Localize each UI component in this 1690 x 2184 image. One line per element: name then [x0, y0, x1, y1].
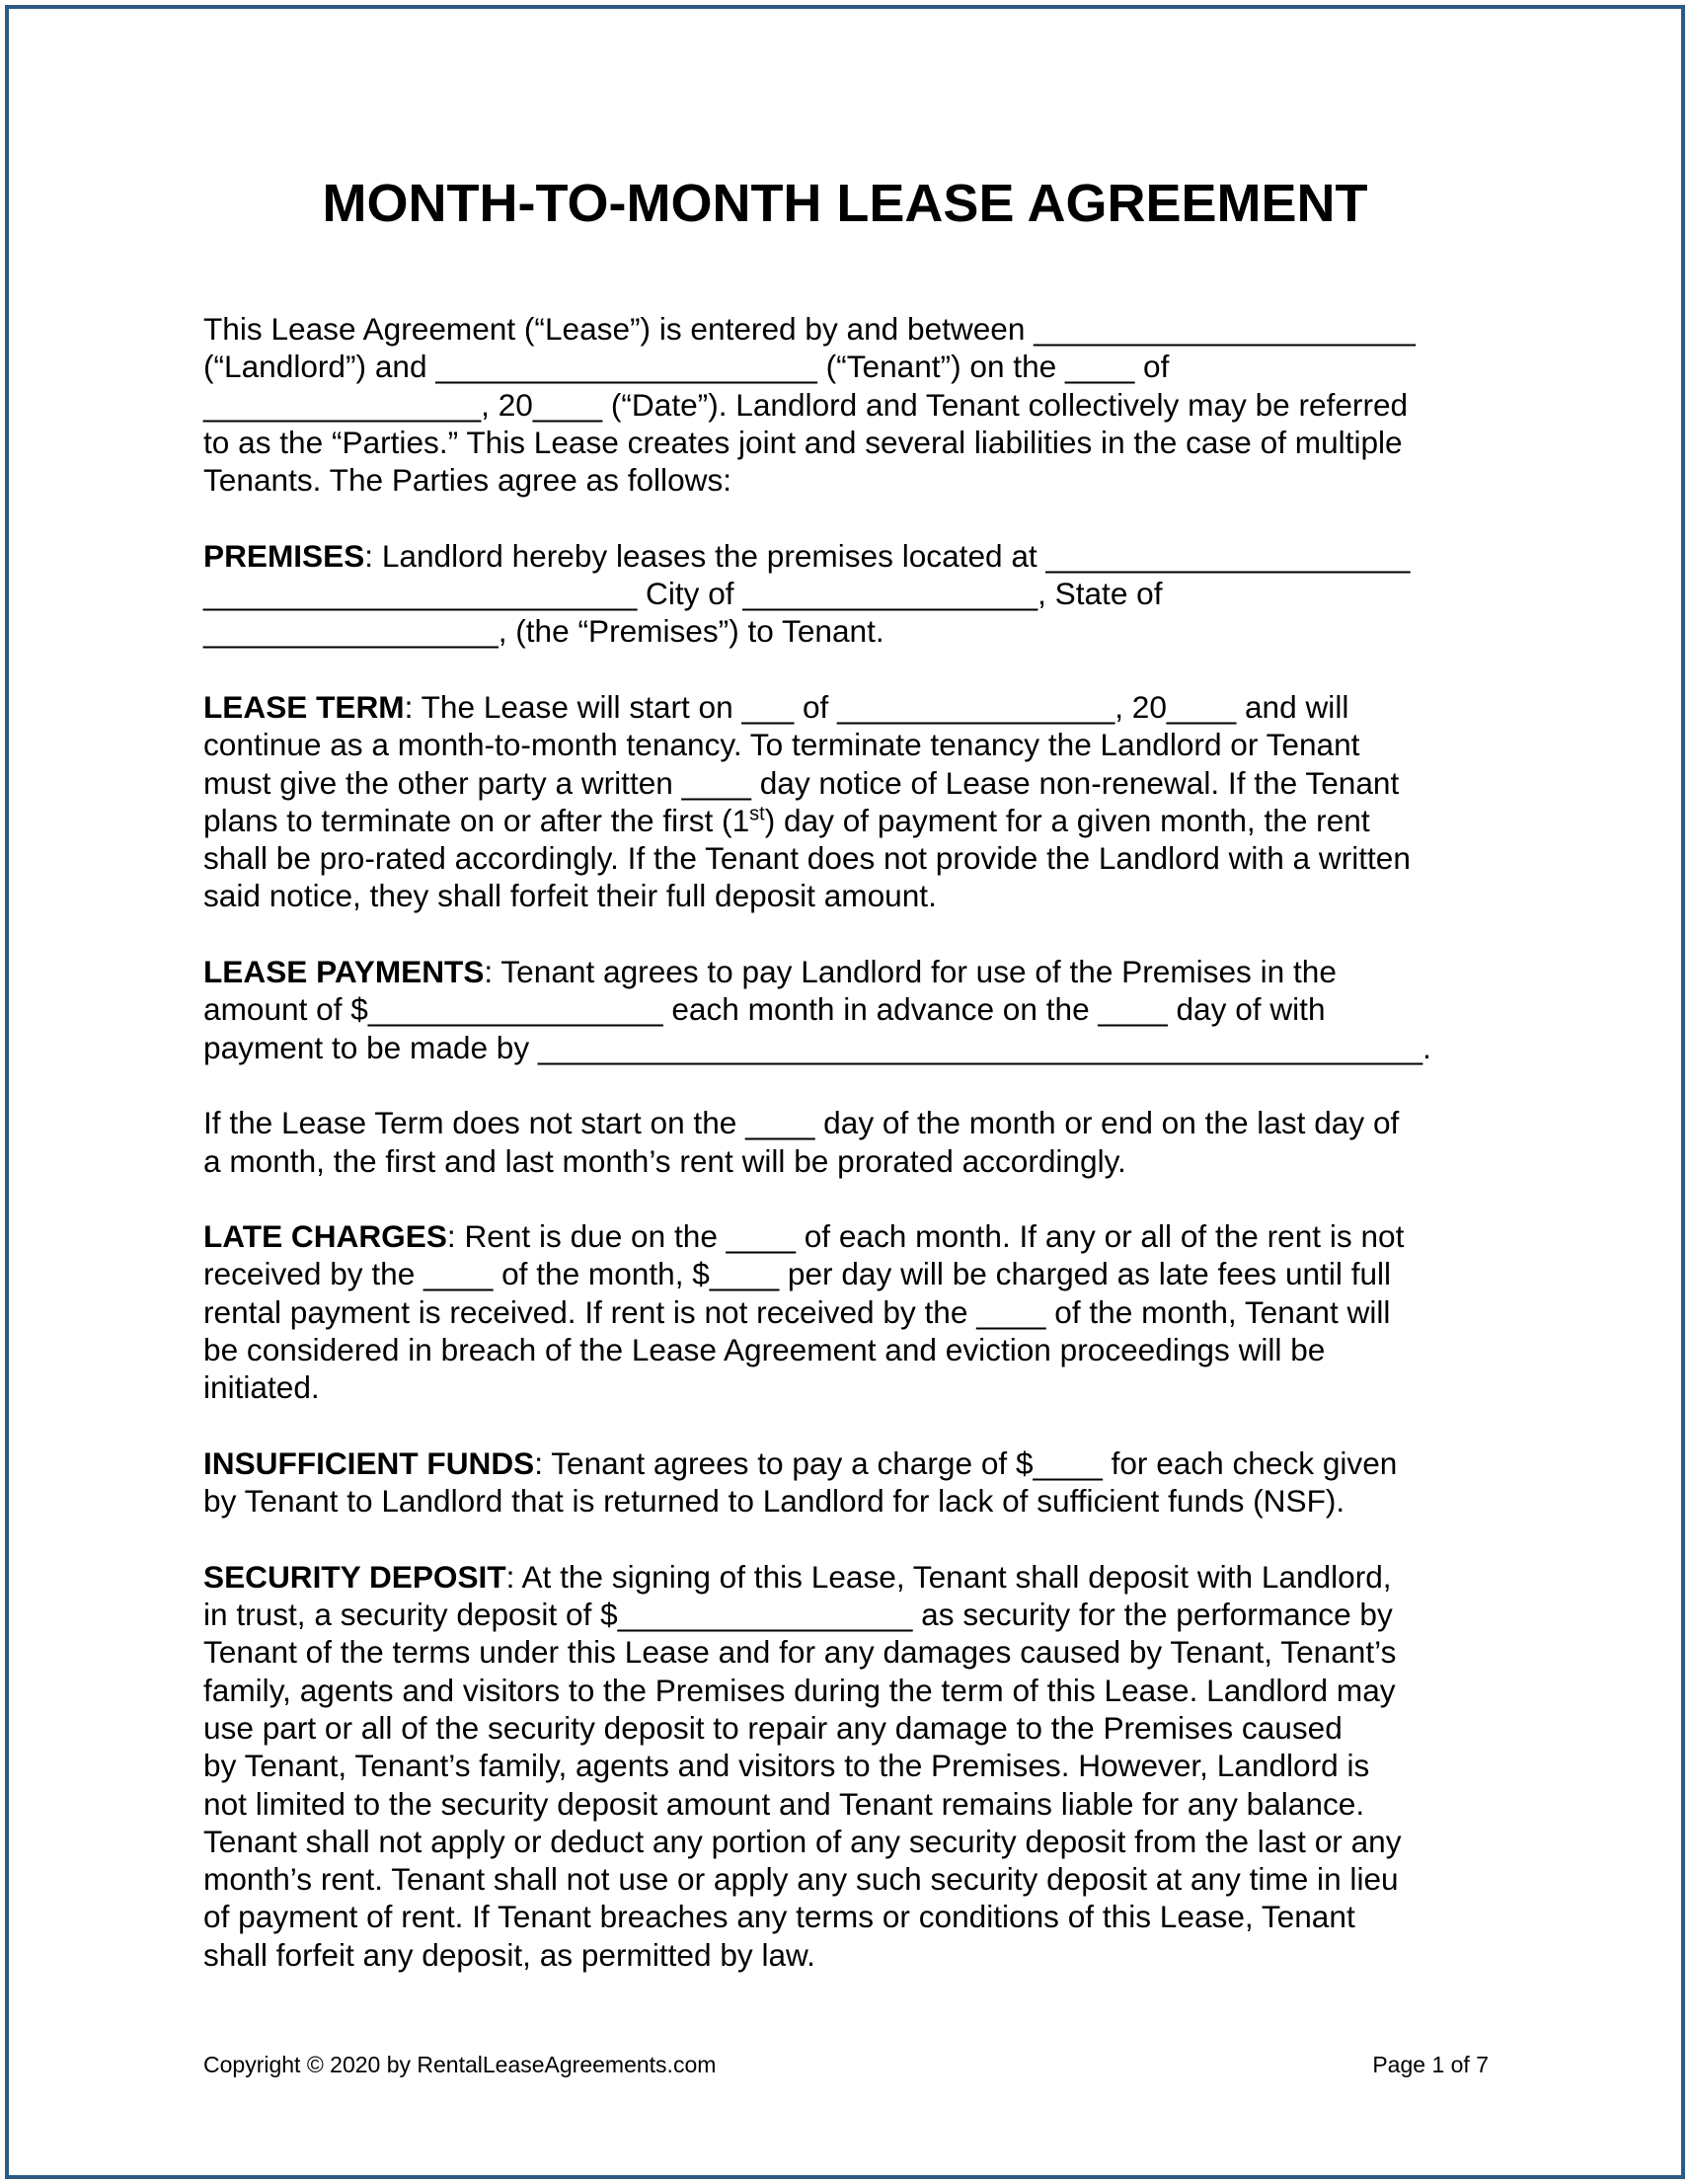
lease-payments-line: : Tenant agrees to pay Landlord for use of the Premises in the — [484, 954, 1337, 990]
late-charges-line: be considered in breach of the Lease Agreement and eviction proceedings will be — [203, 1332, 1326, 1368]
late-charges-section — [203, 1217, 1497, 1406]
security-deposit-line: not limited to the security deposit amount and Tenant remains liable for any balance. — [203, 1785, 1365, 1822]
intro-paragraph — [203, 310, 1497, 499]
late-charges-heading: LATE CHARGES — [203, 1218, 447, 1255]
lease-term-line: plans to terminate on or after the first (1 — [203, 802, 750, 838]
security-deposit-line: month’s rent. Tenant shall not use or apply any such security deposit at any time in lieu — [203, 1861, 1399, 1898]
lease-payments-line: amount of $_________________ each month in advance on the ____ day of with — [203, 991, 1326, 1028]
insufficient-funds-line: by Tenant to Landlord that is returned to Landlord for lack of sufficient funds (NSF). — [203, 1483, 1345, 1520]
premises-section — [203, 537, 1497, 651]
prorate-paragraph — [203, 1104, 1497, 1180]
late-charges-line: rental payment is received. If rent is not received by the ____ of the month, Tenant will — [203, 1293, 1391, 1330]
prorate-line: If the Lease Term does not start on the ____ day of the month or end on the last day of — [203, 1105, 1400, 1141]
intro-line: to as the “Parties.” This Lease creates joint and several liabilities in the case of multiple — [203, 424, 1403, 460]
ordinal-superscript: st — [749, 803, 765, 825]
lease-payments-heading: LEASE PAYMENTS — [203, 954, 485, 990]
page-number: Page 1 of 7 — [1372, 2052, 1489, 2077]
security-deposit-heading: SECURITY DEPOSIT — [203, 1558, 506, 1595]
lease-term-line: continue as a month-to-month tenancy. To terminate tenancy the Landlord or Tenant — [203, 727, 1360, 763]
premises-heading: PREMISES — [203, 537, 365, 574]
late-charges-line: initiated. — [203, 1369, 320, 1406]
lease-term-line: ) day of payment for a given month, the rent — [764, 802, 1370, 838]
security-deposit-line: of payment of rent. If Tenant breaches any terms or conditions of this Lease, Tenant — [203, 1899, 1355, 1935]
late-charges-line: received by the ____ of the month, $____ per day will be charged as late fees until full — [203, 1256, 1392, 1292]
security-deposit-line: use part or all of the security deposit to repair any damage to the Premises caused — [203, 1709, 1343, 1746]
security-deposit-line: in trust, a security deposit of $_________________ as security for the performance by — [203, 1597, 1393, 1633]
insufficient-funds-heading: INSUFFICIENT FUNDS — [203, 1444, 535, 1481]
document-body — [203, 310, 1497, 1974]
security-deposit-line: Tenant shall not apply or deduct any portion of any security deposit from the last or any — [203, 1823, 1402, 1859]
intro-line: Tenants. The Parties agree as follows: — [203, 462, 732, 499]
security-deposit-line: : At the signing of this Lease, Tenant shall deposit with Landlord, — [505, 1558, 1392, 1595]
insufficient-funds-section — [203, 1444, 1497, 1521]
lease-term-line: must give the other party a written ____ day notice of Lease non-renewal. If the Tenant — [203, 764, 1400, 801]
document-title: MONTH-TO-MONTH LEASE AGREEMENT — [322, 174, 1368, 233]
security-deposit-line: family, agents and visitors to the Premises during the term of this Lease. Landlord may — [203, 1672, 1396, 1708]
premises-line: _________________________ City of _________________, State of — [203, 576, 1163, 612]
lease-term-line: said notice, they shall forfeit their full deposit amount. — [203, 878, 937, 914]
premises-line: : Landlord hereby leases the premises located at _____________________ — [364, 537, 1411, 574]
lease-term-line: shall be pro-rated accordingly. If the Tenant does not provide the Landlord with a written — [203, 840, 1411, 877]
lease-term-heading: LEASE TERM — [203, 688, 405, 725]
insufficient-funds-line: : Tenant agrees to pay a charge of $____ for each check given — [534, 1444, 1398, 1481]
prorate-line: a month, the first and last month’s rent will be prorated accordingly. — [203, 1142, 1126, 1179]
intro-line: ________________, 20____ (“Date”). Landlord and Tenant collectively may be referred — [203, 386, 1409, 423]
lease-term-section — [203, 688, 1497, 915]
security-deposit-line: by Tenant, Tenant’s family, agents and visitors to the Premises. However, Landlord is — [203, 1748, 1370, 1784]
lease-term-line: : The Lease will start on ___ of ________________, 20____ and will — [404, 688, 1349, 725]
intro-line: This Lease Agreement (“Lease”) is entered by and between ______________________ — [203, 311, 1416, 347]
lease-payments-line: payment to be made by ___________________________________________________. — [203, 1029, 1431, 1065]
intro-line: (“Landlord”) and ______________________ (“Tenant”) on the ____ of — [203, 349, 1170, 385]
copyright-footer: Copyright © 2020 by RentalLeaseAgreements.com — [203, 2052, 717, 2077]
late-charges-line: : Rent is due on the ____ of each month. If any or all of the rent is not — [446, 1218, 1405, 1255]
security-deposit-line: Tenant of the terms under this Lease and for any damages caused by Tenant, Tenant’s — [203, 1634, 1397, 1671]
security-deposit-section — [203, 1558, 1497, 1974]
lease-payments-section — [203, 953, 1497, 1066]
premises-line: _________________, (the “Premises”) to Tenant. — [203, 613, 884, 650]
security-deposit-line: shall forfeit any deposit, as permitted by law. — [203, 1936, 815, 1973]
